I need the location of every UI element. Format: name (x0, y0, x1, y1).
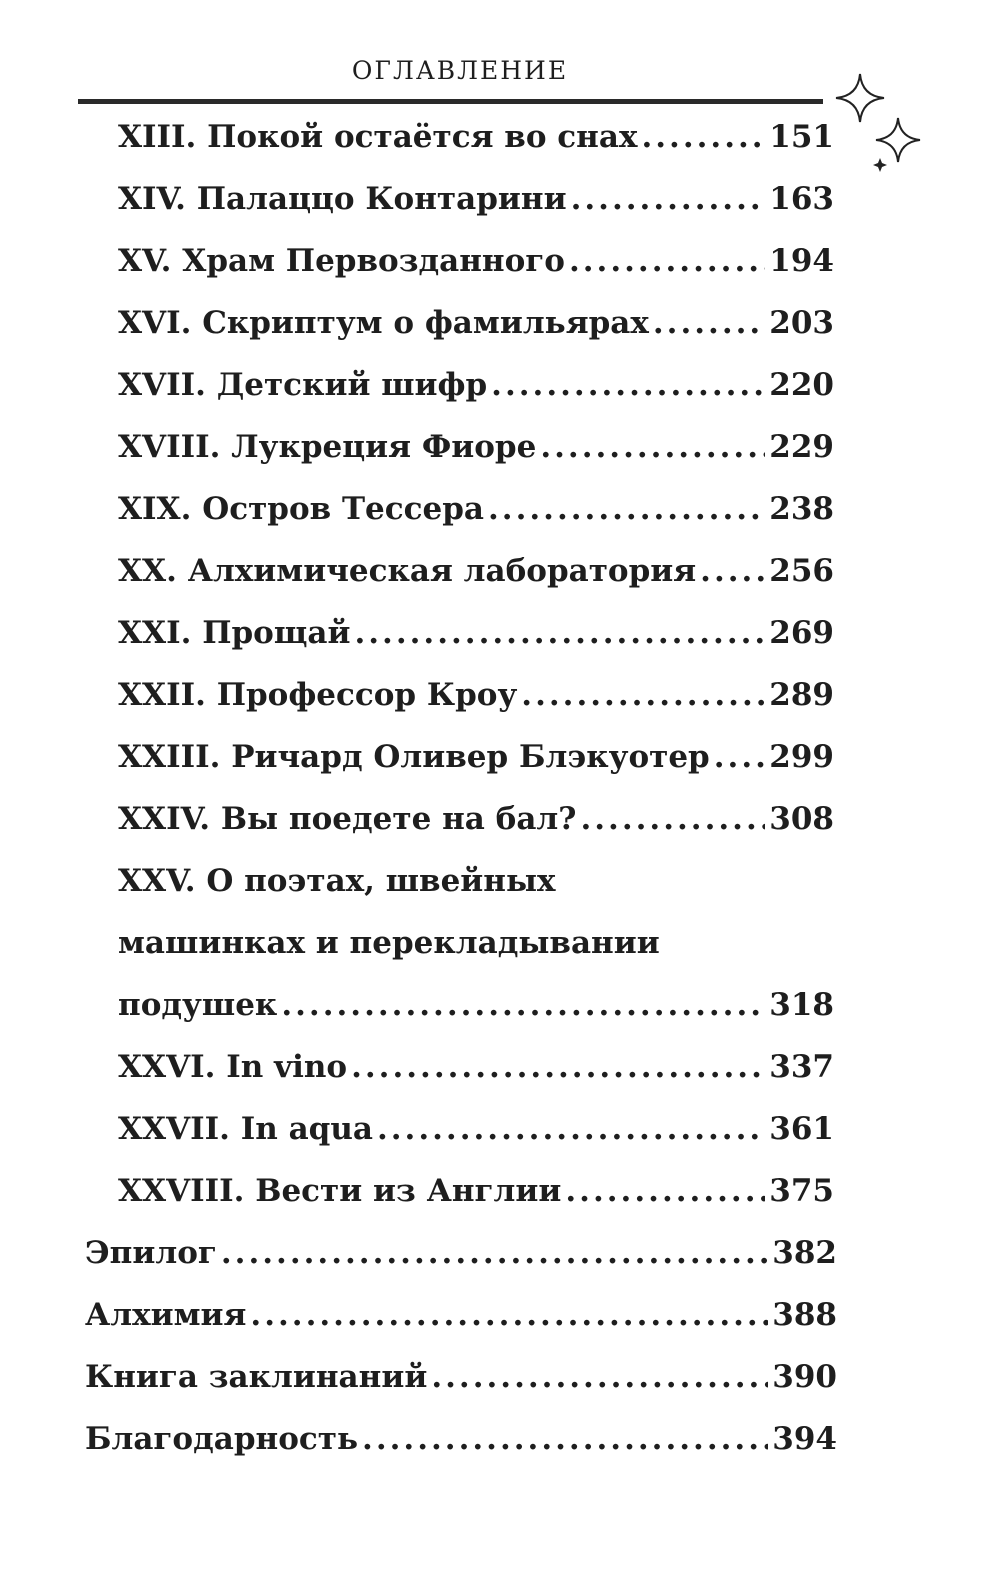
toc-entry[interactable] (118, 168, 834, 230)
toc-entry[interactable] (118, 788, 834, 850)
entry-page: 194 (769, 243, 834, 279)
entry-page: 256 (769, 553, 834, 589)
header-rule (78, 99, 823, 104)
entry-title: подушек (118, 987, 278, 1023)
entry-title-line[interactable]: машинках и перекладывании (118, 925, 660, 961)
entry-title-line[interactable]: XXV. О поэтах, швейных (118, 863, 556, 899)
toc-entry[interactable] (118, 726, 834, 788)
dot-leader (714, 726, 766, 788)
dot-leader (281, 974, 765, 1036)
entry-title: XXVI. In vino (118, 1049, 348, 1085)
entry-title: XVII. Детский шифр (118, 367, 488, 403)
toc-entry[interactable] (118, 478, 834, 540)
dot-leader (521, 664, 765, 726)
dot-leader (571, 168, 766, 230)
dot-leader (488, 478, 765, 540)
dot-leader (569, 230, 765, 292)
toc-entry[interactable] (118, 1098, 834, 1160)
dot-leader (351, 1036, 765, 1098)
entry-title: XIX. Остров Тессера (118, 491, 484, 527)
dot-leader (641, 106, 765, 168)
entry-title: Книга заклинаний (85, 1359, 428, 1395)
toc-entry[interactable] (118, 1036, 834, 1098)
entry-page: 203 (769, 305, 834, 341)
toc-entry[interactable] (118, 664, 834, 726)
entry-page: 361 (769, 1111, 834, 1147)
dot-leader (565, 1160, 765, 1222)
page-title: ОГЛАВЛЕНИЕ (351, 56, 569, 85)
dot-leader (221, 1222, 768, 1284)
entry-title: XIV. Палаццо Контарини (118, 181, 567, 217)
entry-page: 388 (772, 1297, 837, 1333)
toc-entry[interactable] (85, 1346, 837, 1408)
entry-page: 390 (772, 1359, 837, 1395)
toc-entry[interactable] (85, 1408, 837, 1470)
entry-page: 238 (769, 491, 834, 527)
entry-page: 308 (769, 801, 834, 837)
toc-entry[interactable] (118, 292, 834, 354)
entry-page: 382 (772, 1235, 837, 1271)
toc-entry[interactable] (118, 540, 834, 602)
entry-page: 289 (769, 677, 834, 713)
toc-entry[interactable] (118, 974, 834, 1036)
dot-leader (250, 1284, 768, 1346)
toc-entry[interactable] (85, 1284, 837, 1346)
toc-entry[interactable] (118, 416, 834, 478)
dot-leader (653, 292, 765, 354)
dot-leader (377, 1098, 765, 1160)
entry-title: XXVII. In aqua (118, 1111, 373, 1147)
entry-page: 394 (772, 1421, 837, 1457)
entry-title: Благодарность (85, 1421, 359, 1457)
entry-page: 220 (769, 367, 834, 403)
entry-page: 375 (769, 1173, 834, 1209)
entry-title: XIII. Покой остаётся во снах (118, 119, 638, 155)
dot-leader (700, 540, 765, 602)
toc-entry[interactable] (118, 106, 834, 168)
toc-entry[interactable] (118, 1160, 834, 1222)
entry-title: XVIII. Лукреция Фиоре (118, 429, 537, 465)
entry-page: 163 (769, 181, 834, 217)
entry-page: 151 (769, 119, 834, 155)
entry-title: XV. Храм Первозданного (118, 243, 565, 279)
dot-leader (491, 354, 765, 416)
dot-leader (354, 602, 765, 664)
entry-title: XXVIII. Вести из Англии (118, 1173, 562, 1209)
entry-page: 337 (769, 1049, 834, 1085)
dot-leader (580, 788, 765, 850)
dot-leader (540, 416, 765, 478)
toc-entry[interactable] (118, 230, 834, 292)
entry-title: XVI. Скриптум о фамильярах (118, 305, 649, 341)
entry-title: XX. Алхимическая лаборатория (118, 553, 697, 589)
entry-title: XXIV. Вы поедете на бал? (118, 801, 577, 837)
dot-leader (431, 1346, 768, 1408)
entry-page: 269 (769, 615, 834, 651)
dot-leader (362, 1408, 768, 1470)
entry-page: 229 (769, 429, 834, 465)
toc-entry[interactable] (85, 1222, 837, 1284)
toc-entry[interactable] (118, 354, 834, 416)
entry-title: XXII. Профессор Кроу (118, 677, 518, 713)
entry-title: Эпилог (85, 1235, 217, 1271)
entry-title: Алхимия (85, 1297, 247, 1333)
entry-page: 299 (769, 739, 834, 775)
toc-entry[interactable] (118, 602, 834, 664)
entry-title: XXI. Прощай (118, 615, 351, 651)
entry-page: 318 (769, 987, 834, 1023)
sparkle-stars-icon (820, 60, 940, 185)
entry-title: XXIII. Ричард Оливер Блэкуотер (118, 739, 710, 775)
